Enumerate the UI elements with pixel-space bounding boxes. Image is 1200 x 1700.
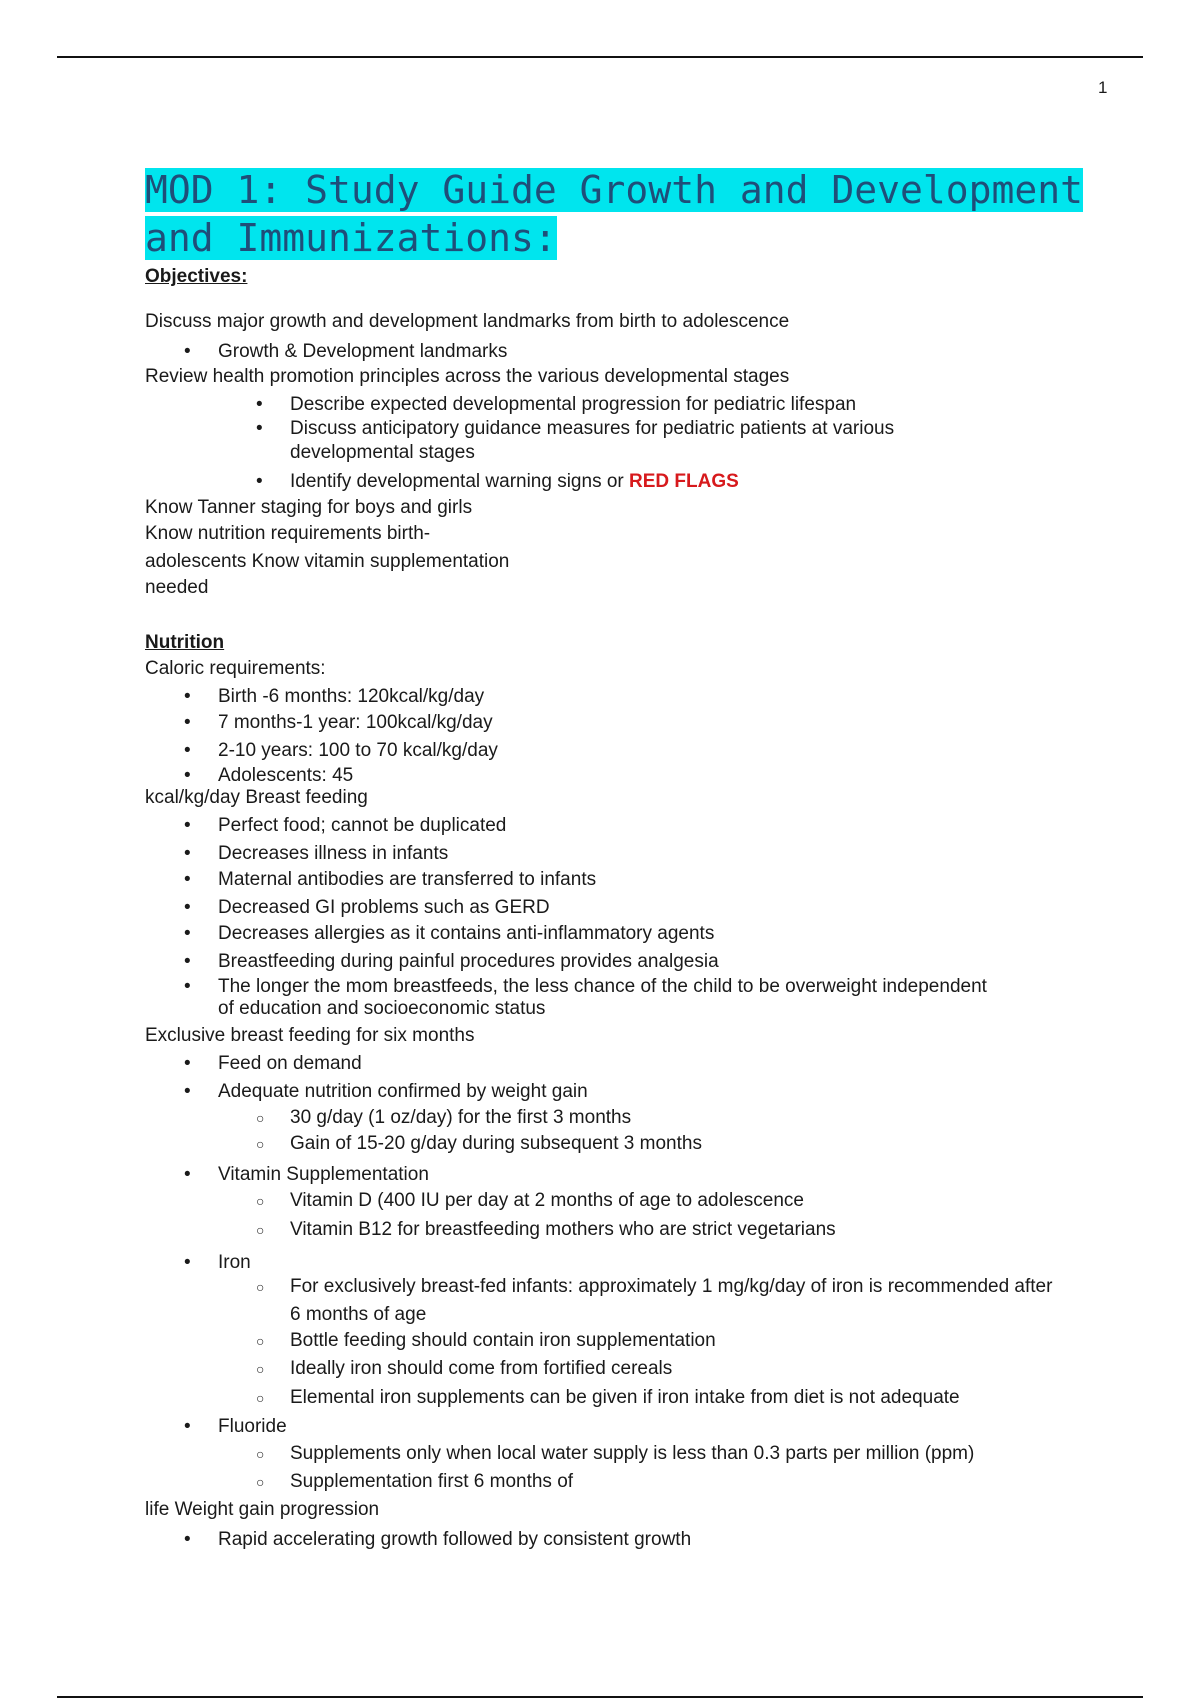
- nutrition-bullet: • Decreased GI problems such as GERD: [218, 896, 550, 920]
- red-flags-text: RED FLAGS: [629, 471, 739, 492]
- objective-line: Review health promotion principles across the various developmental stages: [145, 366, 790, 387]
- objective-bullet-cont: developmental stages: [290, 442, 475, 463]
- nutrition-subbullet: ○ Bottle feeding should contain iron supplementation: [290, 1329, 716, 1353]
- objective-text: Identify developmental warning signs or: [290, 471, 630, 492]
- nutrition-bullet: • Adolescents: 45: [218, 764, 353, 788]
- nutrition-line: Exclusive breast feeding for six months: [145, 1025, 475, 1046]
- nutrition-subbullet: ○ For exclusively breast-fed infants: approximately 1 mg/kg/day of iron is recommended after: [290, 1275, 1052, 1299]
- nutrition-bullet: • Birth -6 months: 120kcal/kg/day: [218, 685, 484, 709]
- nutrition-bullet: • Rapid accelerating growth followed by consistent growth: [218, 1528, 691, 1552]
- nutrition-bullet: • Fluoride: [218, 1415, 287, 1439]
- nutrition-bullet: • 7 months-1 year: 100kcal/kg/day: [218, 711, 493, 735]
- nutrition-subbullet: ○ Gain of 15-20 g/day during subsequent 3 months: [290, 1132, 702, 1156]
- nutrition-bullet: • The longer the mom breastfeeds, the less chance of the child to be overweight independent: [218, 975, 987, 999]
- objective-bullet: • Describe expected developmental progression for pediatric lifespan: [290, 393, 856, 417]
- nutrition-subbullet: ○ Supplementation first 6 months of: [290, 1470, 573, 1494]
- nutrition-heading: Nutrition: [145, 632, 225, 653]
- nutrition-bullet: • Decreases illness in infants: [218, 842, 448, 866]
- objective-line: Know Tanner staging for boys and girls: [145, 497, 473, 518]
- objective-line: adolescents Know vitamin supplementation: [145, 551, 510, 572]
- nutrition-bullet: • Adequate nutrition confirmed by weight gain: [218, 1080, 588, 1104]
- nutrition-bullet: • Iron: [218, 1251, 251, 1275]
- objective-bullet: [290, 470, 739, 494]
- nutrition-subbullet: ○ Vitamin B12 for breastfeeding mothers who are strict vegetarians: [290, 1218, 836, 1242]
- objective-line: Discuss major growth and development landmarks from birth to adolescence: [145, 311, 790, 332]
- page-number: 1: [1098, 78, 1108, 97]
- nutrition-subbullet: ○ Supplements only when local water supply is less than 0.3 parts per million (ppm): [290, 1442, 974, 1466]
- nutrition-subbullet: ○ Elemental iron supplements can be given if iron intake from diet is not adequate: [290, 1386, 960, 1410]
- footer-rule: [57, 1696, 1143, 1698]
- objective-line: Know nutrition requirements birth-: [145, 523, 431, 544]
- nutrition-bullet-cont: of education and socioeconomic status: [218, 998, 546, 1019]
- nutrition-subbullet-cont: 6 months of age: [290, 1304, 427, 1325]
- nutrition-line: Caloric requirements:: [145, 658, 326, 679]
- title-line-2: and Immunizations:: [145, 216, 557, 260]
- page-title: [145, 166, 1145, 262]
- objective-bullet: • Growth & Development landmarks: [218, 340, 507, 364]
- nutrition-bullet: • Maternal antibodies are transferred to infants: [218, 868, 596, 892]
- nutrition-bullet: • Feed on demand: [218, 1052, 362, 1076]
- header-rule: [57, 56, 1143, 58]
- nutrition-bullet: • 2-10 years: 100 to 70 kcal/kg/day: [218, 739, 498, 763]
- nutrition-bullet: • Breastfeeding during painful procedures provides analgesia: [218, 950, 719, 974]
- objective-bullet: • Discuss anticipatory guidance measures for pediatric patients at various: [290, 417, 894, 441]
- objective-line: needed: [145, 577, 209, 598]
- nutrition-line: kcal/kg/day Breast feeding: [145, 787, 368, 808]
- nutrition-line: life Weight gain progression: [145, 1499, 380, 1520]
- nutrition-subbullet: ○ Vitamin D (400 IU per day at 2 months of age to adolescence: [290, 1189, 804, 1213]
- objectives-heading: Objectives:: [145, 266, 248, 287]
- nutrition-bullet: • Perfect food; cannot be duplicated: [218, 814, 506, 838]
- nutrition-bullet: • Vitamin Supplementation: [218, 1163, 429, 1187]
- title-line-1: MOD 1: Study Guide Growth and Development: [145, 168, 1083, 212]
- nutrition-subbullet: ○ 30 g/day (1 oz/day) for the first 3 months: [290, 1106, 631, 1130]
- nutrition-bullet: • Decreases allergies as it contains anti-inflammatory agents: [218, 922, 714, 946]
- nutrition-subbullet: ○ Ideally iron should come from fortified cereals: [290, 1357, 672, 1381]
